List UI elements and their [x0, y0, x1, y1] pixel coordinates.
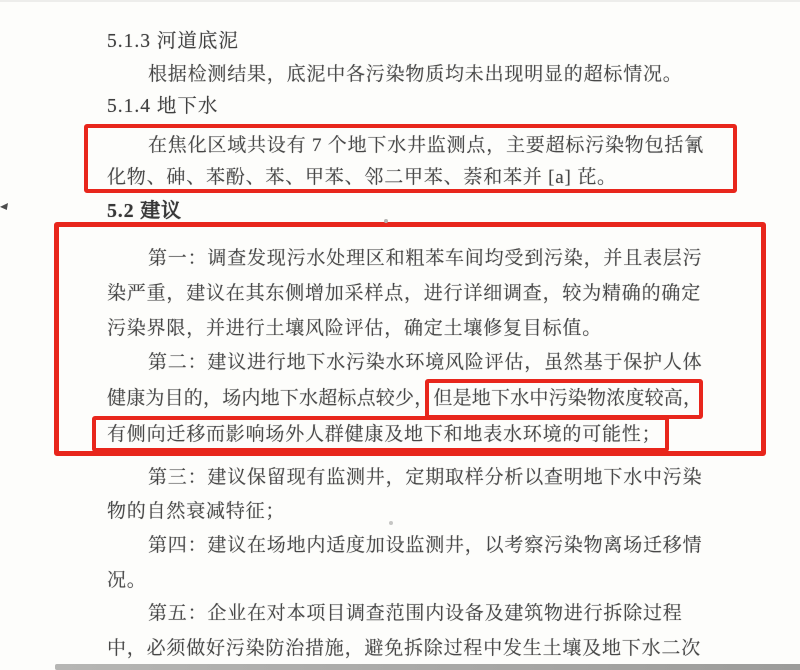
- scan-bottom-edge-bar: [55, 664, 800, 670]
- scan-dot-artifact-upper: [384, 219, 388, 223]
- scan-top-edge: [0, 0, 800, 2]
- recommendation-2-line-2-highlighted: 但是地下水中污染物浓度较高，: [433, 388, 703, 409]
- recommendation-4-line-1: 第四：建议在场地内适度加设监测井，以考察污染物离场迁移情: [148, 535, 703, 556]
- recommendation-2-line-2-plain: 健康为目的，场内地下水超标点较少，: [107, 388, 434, 409]
- recommendation-1-line-3: 污染界限，并进行土壤风险评估，确定土壤修复目标值。: [107, 318, 603, 339]
- recommendation-3-line-2: 物的自然衰减特征；: [107, 501, 286, 522]
- scan-dot-artifact-lower: [389, 521, 393, 525]
- recommendation-2-line-1: 第二：建议进行地下水污染水环境风险评估，虽然基于保护人体: [148, 352, 703, 373]
- recommendation-4-line-2: 况。: [107, 570, 147, 591]
- recommendation-1-line-1: 第一：调查发现污水处理区和粗苯车间均受到污染，并且表层污: [148, 248, 703, 269]
- groundwater-line-2: 化物、砷、苯酚、苯、甲苯、邻二甲苯、萘和苯并 [a] 芘。: [107, 167, 617, 188]
- scan-speck-left-margin: [0, 203, 8, 210]
- recommendation-3-line-1: 第三：建议保留现有监测井，定期取样分析以查明地下水中污染: [148, 467, 703, 488]
- para-sediment: 根据检测结果，底泥中各污染物质均未出现明显的超标情况。: [148, 64, 683, 85]
- recommendation-5-line-2: 中，必须做好污染防治措施，避免拆除过程中发生土壤及地下水二次: [107, 638, 702, 659]
- recommendation-1-line-2: 染严重，建议在其东侧增加采样点，进行详细调查，较为精确的确定: [107, 283, 702, 304]
- heading-5-1-3: 5.1.3 河道底泥: [107, 31, 239, 52]
- recommendation-5-line-1: 第五：企业在对本项目调查范围内设备及建筑物进行拆除过程: [148, 603, 683, 624]
- heading-5-1-4: 5.1.4 地下水: [107, 96, 219, 117]
- groundwater-line-1: 在焦化区域共设有 7 个地下水井监测点，主要超标污染物包括氰: [148, 135, 705, 156]
- recommendation-2-line-2: [107, 387, 702, 410]
- recommendation-2-line-3: 有侧向迁移而影响场外人群健康及地下和地表水环境的可能性；: [107, 424, 662, 445]
- heading-5-2: 5.2 建议: [107, 200, 182, 222]
